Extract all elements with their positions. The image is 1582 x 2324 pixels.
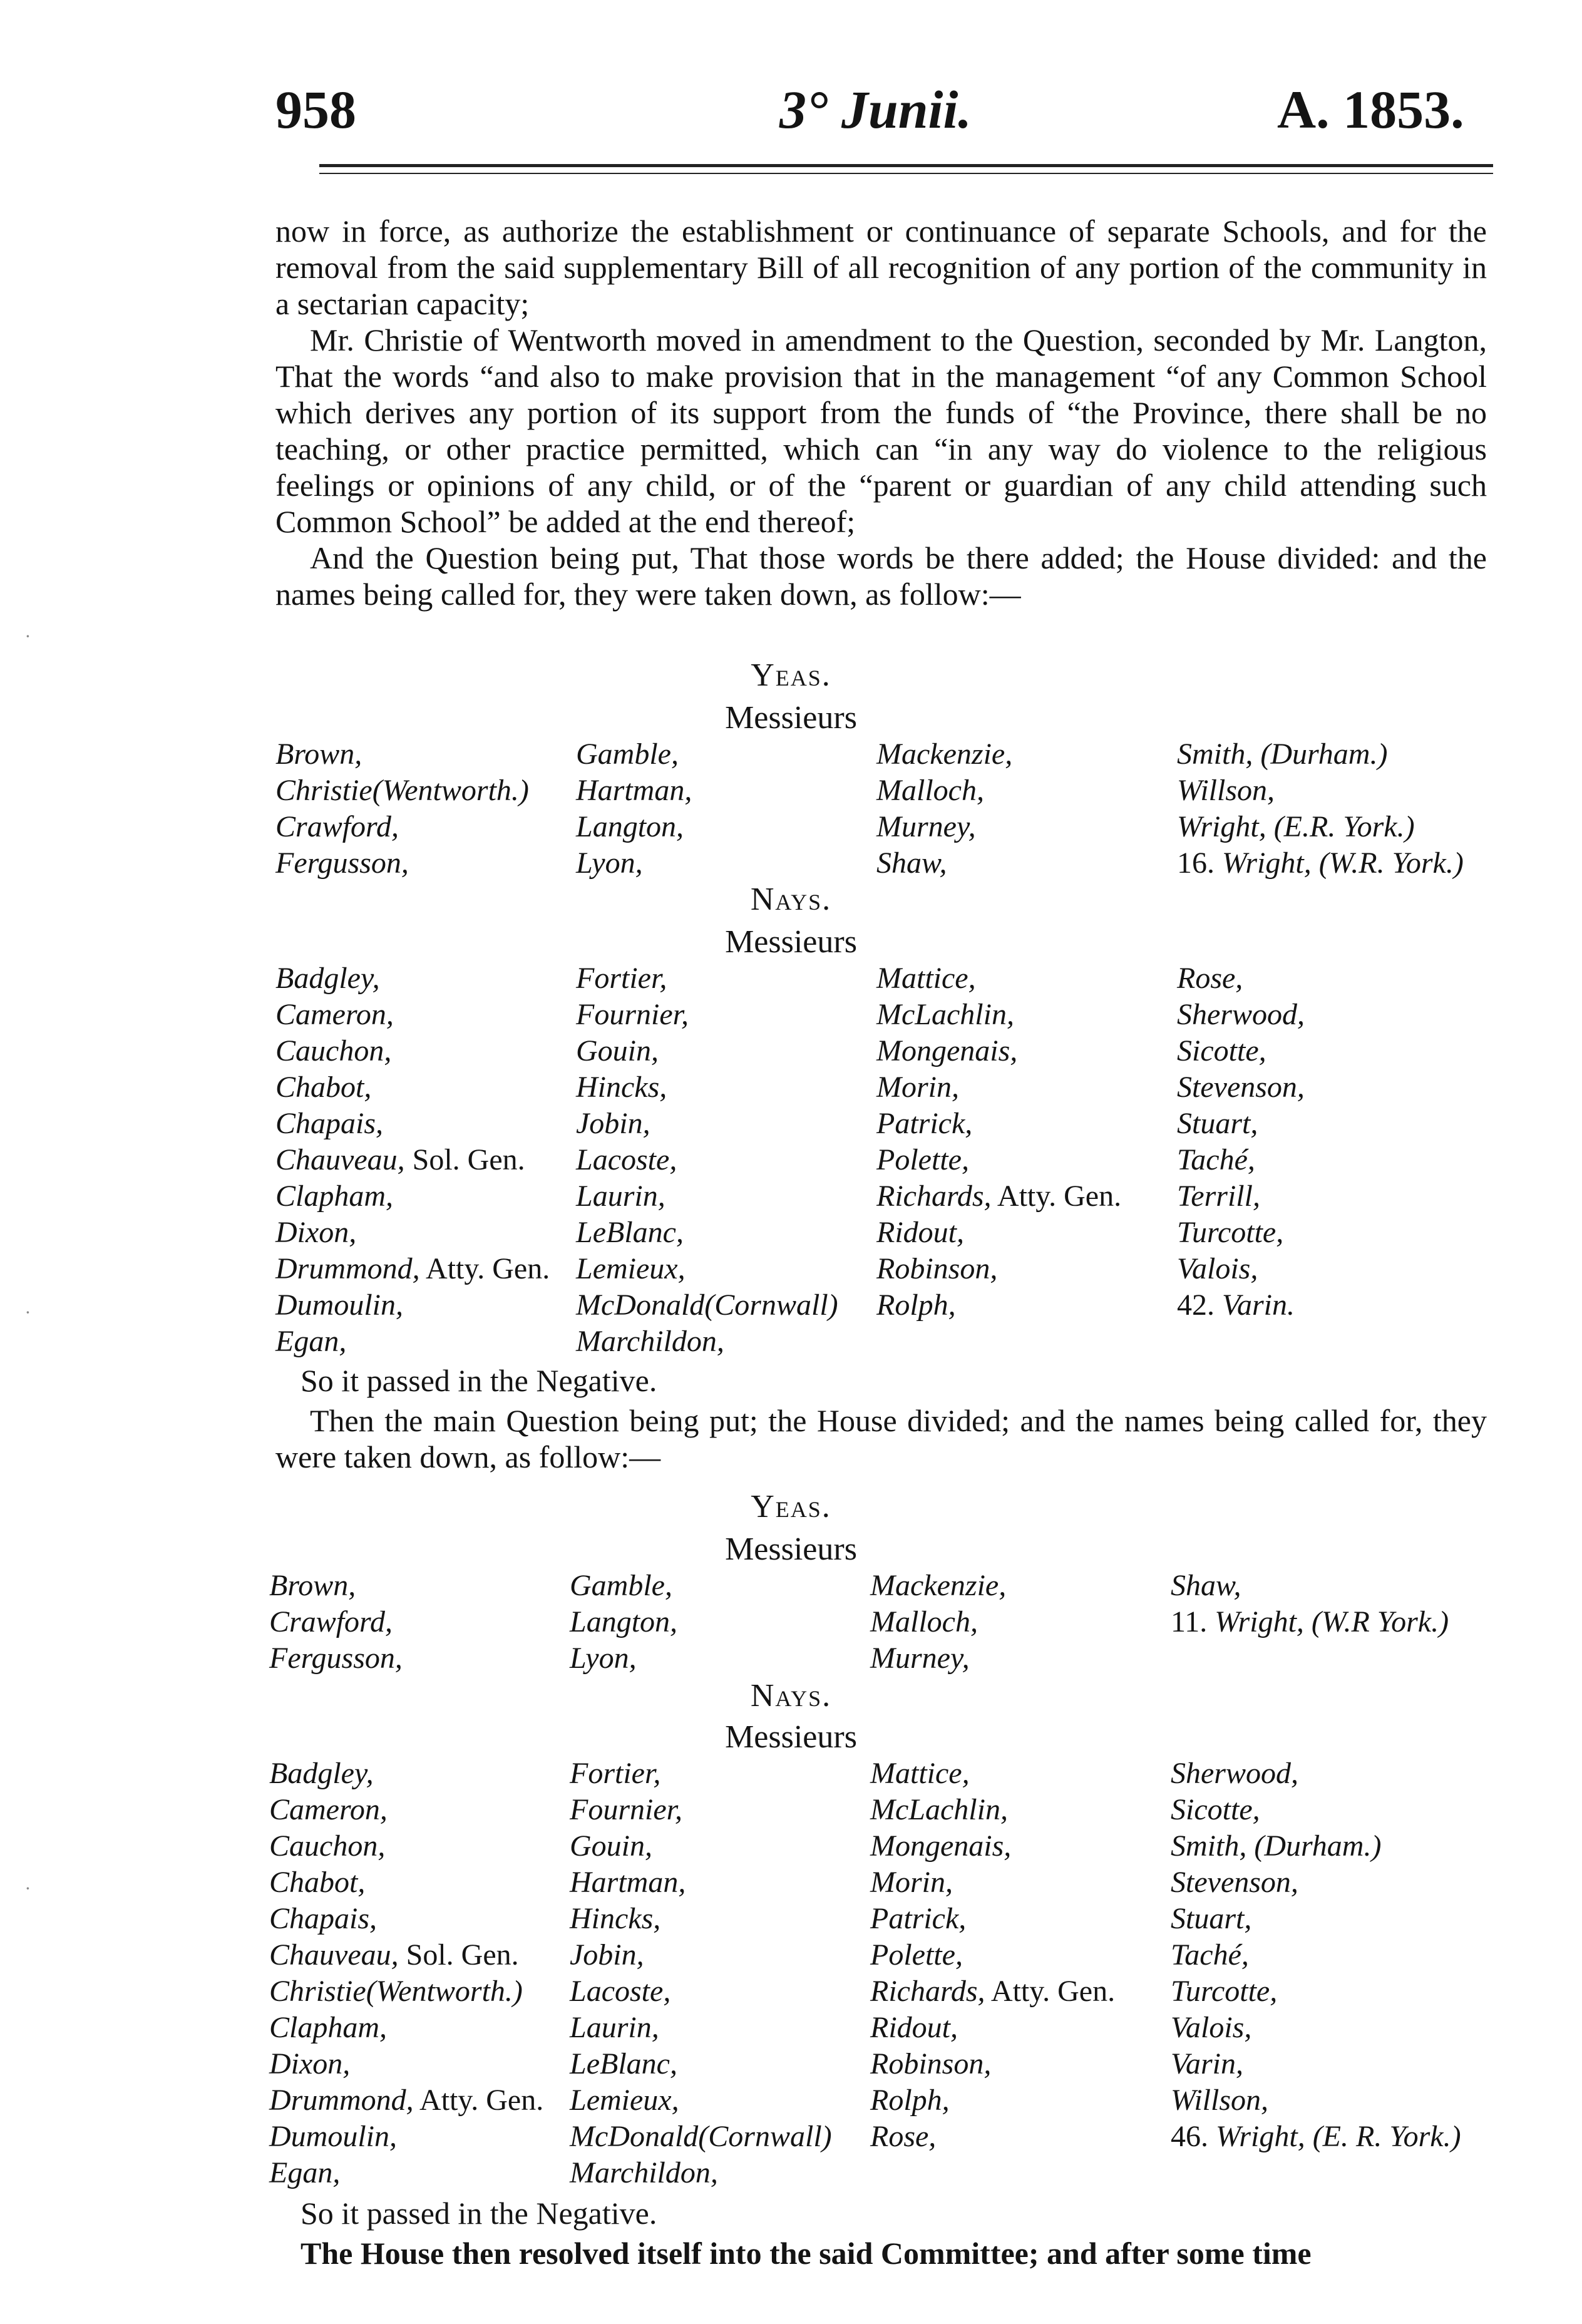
member-name: Fergusson, (275, 846, 409, 880)
member-name: Cauchon, (275, 1034, 392, 1067)
member-name: Valois, (1171, 2011, 1252, 2044)
member-name: McLachlin, (876, 998, 1014, 1031)
member-name: Sicotte, (1171, 1793, 1260, 1826)
member-name: Rose, (1177, 962, 1243, 995)
member-name: Mongenais, (870, 1829, 1012, 1863)
member-name: Varin, (1171, 2047, 1244, 2080)
member-name: Chapais, (269, 1902, 378, 1935)
member-name: Taché, (1171, 1938, 1249, 1972)
name-row (269, 1973, 1490, 2010)
member-name: Badgley, (275, 962, 380, 995)
member-name: Mattice, (870, 1757, 970, 1790)
name-row (275, 1287, 1490, 1324)
member-name: Mattice, (876, 962, 976, 995)
member-name: Turcotte, (1171, 1975, 1278, 2008)
name-row (269, 2082, 1490, 2119)
messieurs-label-2b: Messieurs (725, 1719, 857, 1755)
messieurs-label-1: Messieurs (725, 700, 857, 736)
member-name: Smith, (Durham.) (1177, 738, 1388, 771)
main-question-paragraph: Then the main Question being put; the House divided; and the names being called for, they were taken down, as follow:— (275, 1403, 1487, 1474)
nays-heading-2: Nays. (750, 1678, 832, 1714)
member-name: Hincks, (570, 1902, 661, 1935)
name-row (275, 960, 1490, 997)
member-name: Stevenson, (1177, 1071, 1305, 1104)
member-name: Fournier, (570, 1793, 682, 1826)
name-row (275, 1178, 1490, 1215)
name-row (275, 1106, 1490, 1142)
member-name: Morin, (870, 1866, 953, 1899)
name-row (275, 845, 1490, 882)
member-name: LeBlanc, (576, 1216, 684, 1249)
member-name: 46. Wright, (E. R. York.) (1171, 2120, 1461, 2153)
name-row (269, 1604, 1490, 1640)
member-name: Chabot, (269, 1866, 366, 1899)
member-name: Egan, (269, 2156, 341, 2189)
member-name: Lacoste, (570, 1975, 671, 2008)
member-name: McDonald(Cornwall) (576, 1288, 838, 1322)
member-name: Christie(Wentworth.) (269, 1975, 523, 2008)
yeas-heading-1: Yeas. (751, 657, 831, 693)
member-name: Gamble, (570, 1569, 672, 1602)
member-name: Shaw, (876, 846, 947, 880)
member-name: Gouin, (570, 1829, 652, 1863)
member-name: Willson, (1171, 2084, 1269, 2117)
member-name: Turcotte, (1177, 1216, 1284, 1249)
name-row (269, 2010, 1490, 2046)
member-name: Wright, (E.R. York.) (1177, 810, 1415, 843)
member-name: Mackenzie, (870, 1569, 1007, 1602)
member-name: Chabot, (275, 1071, 372, 1104)
member-name: Hartman, (570, 1866, 686, 1899)
member-name: Crawford, (275, 810, 399, 843)
intro-text (275, 213, 1487, 612)
member-name: Hartman, (576, 774, 692, 807)
messieurs-label-2: Messieurs (725, 1531, 857, 1567)
member-name: 42. Varin. (1177, 1288, 1295, 1322)
name-row (275, 1033, 1490, 1069)
margin-mark: · (25, 1302, 31, 1323)
member-name: Cauchon, (269, 1829, 386, 1863)
member-name: Sherwood, (1177, 998, 1305, 1031)
header-rule-thin (319, 173, 1493, 174)
member-name: Rolph, (870, 2084, 950, 2117)
margin-mark: · (25, 626, 31, 647)
nays-heading-1: Nays. (750, 882, 832, 917)
name-row (275, 1251, 1490, 1287)
member-name: Laurin, (576, 1180, 665, 1213)
yeas-list-2 (269, 1568, 1490, 1677)
member-name: Stuart, (1171, 1902, 1252, 1935)
page-date: 3° Junii. (779, 80, 972, 140)
division-intro-paragraph: And the Question being put, That those words be there added; the House divided: and the names being called for, they were taken down, as follow:— (275, 540, 1487, 612)
member-name: Rose, (870, 2120, 937, 2153)
name-row (275, 736, 1490, 773)
name-row (269, 1901, 1490, 1937)
member-name: Dixon, (269, 2047, 351, 2080)
member-name: Hincks, (576, 1071, 667, 1104)
member-name: Malloch, (870, 1605, 978, 1638)
name-row (275, 1142, 1490, 1178)
member-name: Mackenzie, (876, 738, 1013, 771)
member-name: Sicotte, (1177, 1034, 1266, 1067)
header-rule-thick (319, 164, 1493, 167)
member-name: Stuart, (1177, 1107, 1258, 1140)
member-name: Sherwood, (1171, 1757, 1298, 1790)
member-name: Fortier, (576, 962, 667, 995)
member-name: McDonald(Cornwall) (570, 2120, 832, 2153)
name-row (275, 1215, 1490, 1251)
member-name: Rolph, (876, 1288, 956, 1322)
member-name: Langton, (576, 810, 684, 843)
member-name: Brown, (269, 1569, 356, 1602)
member-name: Chauveau, Sol. Gen. (269, 1938, 519, 1972)
member-name: Fortier, (570, 1757, 661, 1790)
member-name: Drummond, Atty. Gen. (269, 2084, 544, 2117)
member-name: Marchildon, (576, 1325, 724, 1358)
member-name: Cameron, (269, 1793, 388, 1826)
name-row (269, 1828, 1490, 1864)
member-name: Fergusson, (269, 1642, 403, 1675)
member-name: 11. Wright, (W.R York.) (1171, 1605, 1449, 1638)
member-name: Polette, (876, 1143, 969, 1176)
member-name: Lemieux, (576, 1252, 686, 1285)
yeas-heading-2: Yeas. (751, 1489, 831, 1524)
member-name: Morin, (876, 1071, 959, 1104)
member-name: Marchildon, (570, 2156, 718, 2189)
member-name: Gamble, (576, 738, 679, 771)
member-name: Mongenais, (876, 1034, 1018, 1067)
name-row (275, 997, 1490, 1033)
result-2: So it passed in the Negative. (300, 2196, 657, 2231)
member-name: Chauveau, Sol. Gen. (275, 1143, 525, 1176)
name-row (275, 1069, 1490, 1106)
name-row (275, 773, 1490, 809)
member-name: Robinson, (870, 2047, 992, 2080)
name-row (269, 2046, 1490, 2082)
member-name: Robinson, (876, 1252, 998, 1285)
member-name: Taché, (1177, 1143, 1255, 1176)
member-name: Egan, (275, 1325, 347, 1358)
messieurs-label-1b: Messieurs (725, 924, 857, 960)
member-name: Lemieux, (570, 2084, 679, 2117)
member-name: Dixon, (275, 1216, 357, 1249)
name-row (269, 1864, 1490, 1901)
member-name: Smith, (Durham.) (1171, 1829, 1382, 1863)
member-name: Fournier, (576, 998, 689, 1031)
member-name: Cameron, (275, 998, 394, 1031)
name-row (269, 1937, 1490, 1973)
member-name: Dumoulin, (269, 2120, 397, 2153)
member-name: Christie(Wentworth.) (275, 774, 529, 807)
name-row (269, 2119, 1490, 2155)
member-name: Patrick, (876, 1107, 973, 1140)
member-name: Dumoulin, (275, 1288, 403, 1322)
nays-list-1 (275, 960, 1490, 1360)
member-name: Gouin, (576, 1034, 659, 1067)
name-row (275, 1324, 1490, 1360)
name-row (269, 2155, 1490, 2191)
member-name: McLachlin, (870, 1793, 1008, 1826)
intro-paragraph: now in force, as authorize the establishment or continuance of separate Schools, and for the removal from the said supplementary Bill of all recognition of any portion of the community in a sectarian capacity; (275, 213, 1487, 321)
member-name: Ridout, (876, 1216, 964, 1249)
member-name: Lacoste, (576, 1143, 677, 1176)
member-name: Laurin, (570, 2011, 659, 2044)
member-name: Lyon, (570, 1642, 637, 1675)
member-name: 16. Wright, (W.R. York.) (1177, 846, 1464, 880)
page-number: 958 (275, 80, 356, 140)
yeas-list-1 (275, 736, 1490, 882)
member-name: Stevenson, (1171, 1866, 1298, 1899)
member-name: Drummond, Atty. Gen. (275, 1252, 550, 1285)
member-name: Willson, (1177, 774, 1275, 807)
result-1: So it passed in the Negative. (300, 1363, 657, 1398)
name-row (275, 809, 1490, 845)
member-name: Malloch, (876, 774, 984, 807)
member-name: Crawford, (269, 1605, 393, 1638)
member-name: Richards, Atty. Gen. (870, 1975, 1116, 2008)
member-name: Patrick, (870, 1902, 967, 1935)
member-name: Valois, (1177, 1252, 1258, 1285)
page-year: A. 1853. (1277, 80, 1464, 140)
nays-list-2 (269, 1756, 1490, 2191)
member-name: Clapham, (269, 2011, 388, 2044)
name-row (269, 1792, 1490, 1828)
member-name: Clapham, (275, 1180, 394, 1213)
member-name: Ridout, (870, 2011, 958, 2044)
amendment-paragraph: Mr. Christie of Wentworth moved in amendment to the Question, seconded by Mr. Langton, That the words “and also to make provision that in the management “of any Common School which derives any portion of its support from the funds of “the Province, there shall be no teaching, or other practice permitted, which can “in any way do violence to the religious feelings or opinions of any child, or of the “parent or guardian of any child attending such Common School” be added at the end thereof; (275, 322, 1487, 539)
member-name: Chapais, (275, 1107, 384, 1140)
name-row (269, 1568, 1490, 1604)
member-name: Richards, Atty. Gen. (876, 1180, 1122, 1213)
member-name: Lyon, (576, 846, 643, 880)
member-name: Jobin, (570, 1938, 644, 1972)
name-row (269, 1756, 1490, 1792)
main-question-text (275, 1402, 1487, 1475)
member-name: Murney, (876, 810, 976, 843)
member-name: Langton, (570, 1605, 678, 1638)
member-name: Terrill, (1177, 1180, 1260, 1213)
member-name: Brown, (275, 738, 362, 771)
name-row (269, 1640, 1490, 1677)
margin-mark: · (25, 1878, 31, 1899)
member-name: Murney, (870, 1642, 970, 1675)
closing-line: The House then resolved itself into the said Committee; and after some time (300, 2236, 1312, 2271)
member-name: LeBlanc, (570, 2047, 677, 2080)
member-name: Shaw, (1171, 1569, 1241, 1602)
member-name: Jobin, (576, 1107, 650, 1140)
member-name: Polette, (870, 1938, 963, 1972)
member-name: Badgley, (269, 1757, 374, 1790)
